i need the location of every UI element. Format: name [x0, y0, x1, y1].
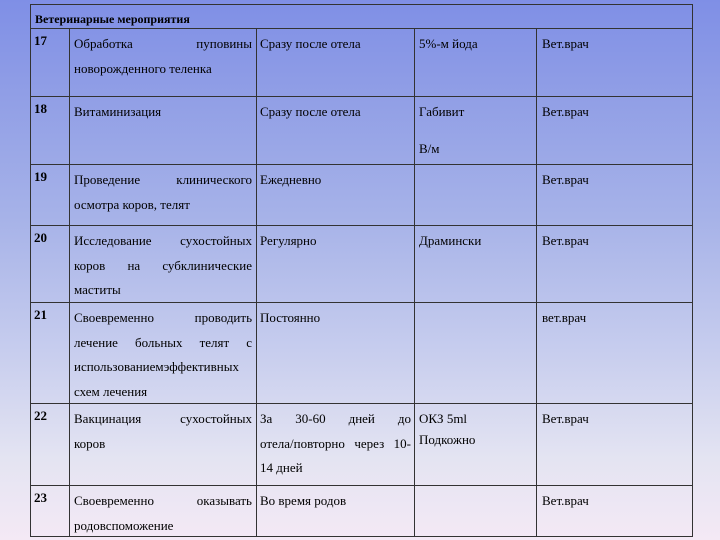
- measure-name-line: Своевременно оказывать: [74, 493, 252, 508]
- measure-name-line: осмотра коров, телят: [74, 196, 190, 212]
- timing-cell: [256, 165, 414, 225]
- drug-cell: [414, 165, 536, 225]
- timing-line: За 30-60 дней до: [260, 411, 411, 426]
- timing-line: Постоянно: [260, 310, 321, 325]
- measure-name-cell: [69, 226, 256, 302]
- drug-line: Габивит: [419, 104, 465, 119]
- measure-name-cell: [69, 404, 256, 485]
- table-row: [31, 226, 692, 303]
- table-row: [31, 29, 692, 97]
- row-number: 20: [34, 230, 47, 245]
- drug-cell: [414, 97, 536, 164]
- row-number: 22: [34, 408, 47, 423]
- timing-line: Во время родов: [260, 493, 347, 508]
- row-number: 17: [34, 33, 47, 48]
- responsible-cell: Вет.врач: [536, 165, 692, 225]
- measure-name-line: Обработка пуповины: [74, 36, 252, 51]
- table-row: [31, 165, 692, 226]
- table-row: [31, 404, 692, 486]
- measure-name-line: лечение больных телят с: [74, 334, 252, 350]
- measure-name-line: Вакцинация сухостойных: [74, 411, 252, 426]
- timing-cell: [256, 29, 414, 96]
- timing-cell: [256, 303, 414, 403]
- measure-name-line: родовспоможение: [74, 517, 174, 533]
- measure-name-line: новорожденного теленка: [74, 60, 212, 76]
- responsible-cell: Вет.врач: [536, 29, 692, 96]
- responsible-cell: Вет.врач: [536, 226, 692, 302]
- measure-name-line: использованиемэффективных: [74, 359, 239, 374]
- responsible-cell: Вет.врач: [536, 404, 692, 485]
- measure-name-line: маститы: [74, 282, 121, 297]
- row-number: 18: [34, 101, 47, 116]
- drug-line: Драмински: [419, 233, 482, 248]
- row-number: 21: [34, 307, 47, 322]
- drug-cell: [414, 226, 536, 302]
- table-row: [31, 97, 692, 165]
- drug-cell: [414, 404, 536, 485]
- measure-name-line: Проведение клинического: [74, 172, 252, 187]
- table-title: Ветеринарные мероприятия: [31, 5, 692, 29]
- measure-name-line: схем лечения: [74, 383, 148, 399]
- measure-name-cell: [69, 486, 256, 536]
- measure-name-cell: [69, 97, 256, 164]
- drug-line: Подкожно: [419, 431, 476, 447]
- measure-name-cell: [69, 165, 256, 225]
- table-row: [31, 303, 692, 404]
- timing-cell: [256, 404, 414, 485]
- measure-name-cell: [69, 29, 256, 96]
- row-number: 23: [34, 490, 47, 505]
- timing-cell: [256, 226, 414, 302]
- timing-line: Сразу после отела: [260, 104, 361, 119]
- veterinary-table: [30, 4, 693, 537]
- measure-name-line: коров на субклинические: [74, 257, 252, 273]
- timing-cell: [256, 486, 414, 536]
- row-number: 19: [34, 169, 47, 184]
- measure-name-line: коров: [74, 435, 106, 451]
- timing-line: 14 дней: [260, 460, 303, 475]
- responsible-cell: Вет.врач: [536, 97, 692, 164]
- drug-cell: [414, 29, 536, 96]
- drug-cell: [414, 486, 536, 536]
- measure-name-line: Своевременно проводить: [74, 310, 252, 325]
- table-row: [31, 486, 692, 536]
- timing-cell: [256, 97, 414, 164]
- drug-cell: [414, 303, 536, 403]
- measure-name-line: Исследование сухостойных: [74, 233, 252, 248]
- measure-name-line: Витаминизация: [74, 104, 162, 119]
- measure-name-cell: [69, 303, 256, 403]
- responsible-cell: вет.врач: [536, 303, 692, 403]
- responsible-cell: Вет.врач: [536, 486, 692, 536]
- timing-line: Ежедневно: [260, 172, 322, 187]
- timing-line: отела/повторно через 10-: [260, 435, 411, 451]
- drug-line: 5%-м йода: [419, 36, 478, 51]
- drug-line: ОКЗ 5ml: [419, 411, 468, 426]
- drug-line: В/м: [419, 140, 440, 156]
- timing-line: Сразу после отела: [260, 36, 361, 51]
- timing-line: Регулярно: [260, 233, 317, 248]
